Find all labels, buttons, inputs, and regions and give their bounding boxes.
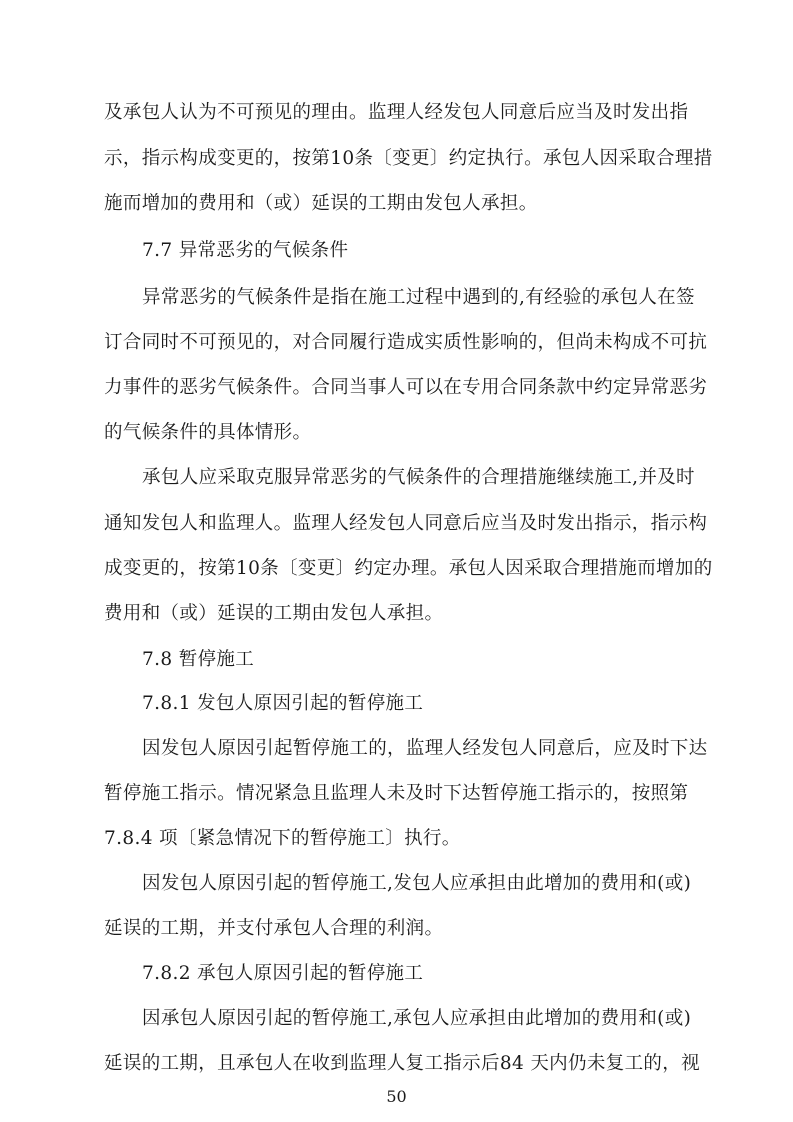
text-line: 及承包人认为不可预见的理由。监理人经发包人同意后应当及时发出指 [104,102,689,123]
text-line: 施而增加的费用和（或）延误的工期由发包人承担。 [104,193,538,214]
text-line: 延误的工期，且承包人在收到监理人复工指示后84 天内仍未复工的，视 [104,1053,700,1074]
page-number: 50 [386,1087,407,1106]
text-line: 通知发包人和监理人。监理人经发包人同意后应当及时发出指示，指示构 [104,513,708,534]
paragraph-line: 因承包人原因引起的暂停施工,承包人应承担由此增加的费用和(或) [142,1008,692,1029]
paragraph-line: 因发包人原因引起暂停施工的，监理人经发包人同意后，应及时下达 [142,738,708,759]
text-line: 示，指示构成变更的，按第10条〔变更〕约定执行。承包人因采取合理措 [104,148,713,169]
text-line: 延误的工期，并支付承包人合理的利润。 [104,918,444,939]
text-line: 7.8.4 项〔紧急情况下的暂停施工〕执行。 [104,828,461,849]
paragraph-line: 因发包人原因引起的暂停施工,发包人应承担由此增加的费用和(或) [142,873,692,894]
section-heading: 7.8 暂停施工 [142,649,255,670]
text-line: 成变更的，按第10条〔变更〕约定办理。承包人因采取合理措施而增加的 [104,558,713,579]
text-line: 订合同时不可预见的，对合同履行造成实质性影响的，但尚未构成不可抗 [104,332,708,353]
text-line: 费用和（或）延误的工期由发包人承担。 [104,603,444,624]
subsection-heading: 7.8.2 承包人原因引起的暂停施工 [142,963,424,984]
text-line: 力事件的恶劣气候条件。合同当事人可以在专用合同条款中约定异常恶劣 [104,377,708,398]
section-heading: 7.7 异常恶劣的气候条件 [142,240,349,261]
paragraph-line: 承包人应采取克服异常恶劣的气候条件的合理措施继续施工,并及时 [142,467,695,488]
text-line: 暂停施工指示。情况紧急且监理人未及时下达暂停施工指示的，按照第 [104,783,689,804]
text-line: 的气候条件的具体情形。 [104,422,312,443]
paragraph-line: 异常恶劣的气候条件是指在施工过程中遇到的,有经验的承包人在签 [142,287,695,308]
subsection-heading: 7.8.1 发包人原因引起的暂停施工 [142,693,424,714]
